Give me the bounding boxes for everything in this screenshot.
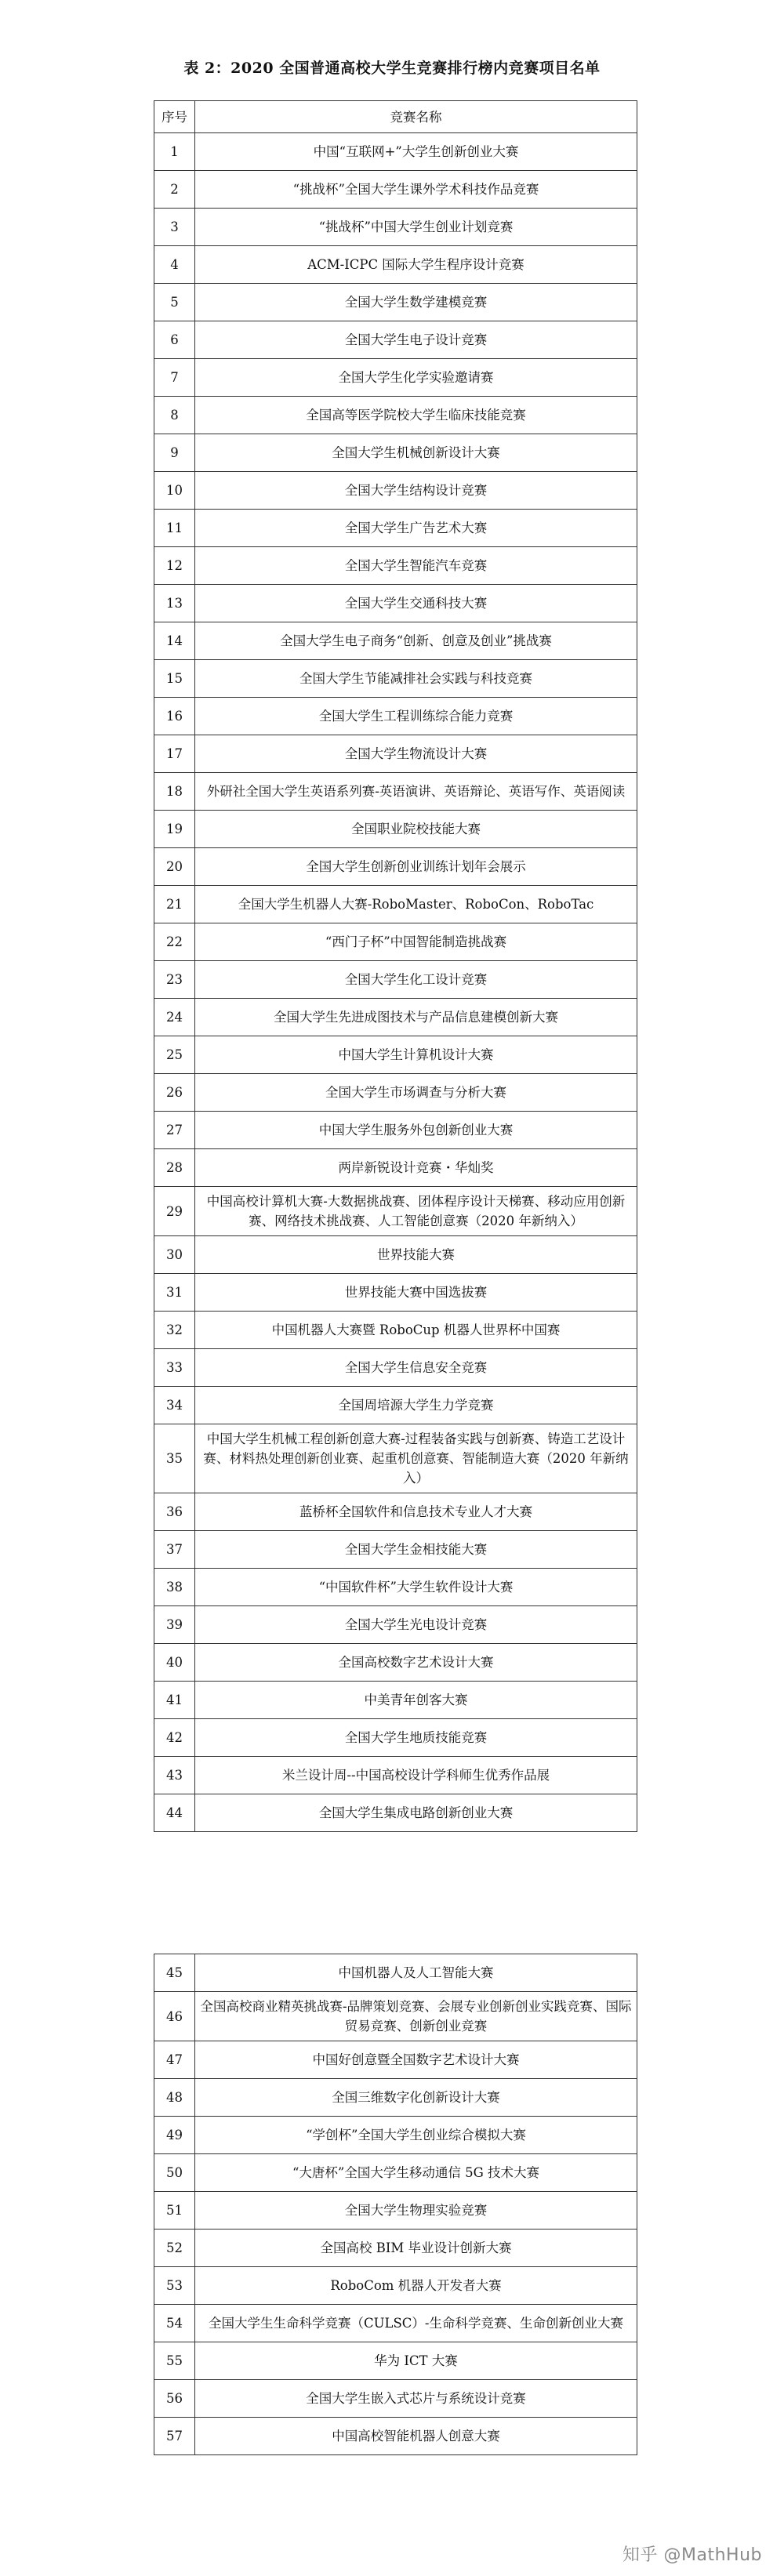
table-row	[154, 2154, 637, 2192]
competition-name: 全国大学生创新创业训练计划年会展示	[195, 848, 637, 886]
row-number: 31	[154, 1274, 195, 1312]
table-row	[154, 735, 637, 773]
row-number: 5	[154, 284, 195, 321]
row-number: 38	[154, 1569, 195, 1606]
competition-name: 全国大学生工程训练综合能力竞赛	[195, 698, 637, 735]
row-number: 3	[154, 209, 195, 246]
competition-name: 全国大学生先进成图技术与产品信息建模创新大赛	[195, 999, 637, 1036]
table-row	[154, 1606, 637, 1644]
row-number: 46	[154, 1992, 195, 2041]
row-number: 7	[154, 359, 195, 397]
row-number: 50	[154, 2154, 195, 2192]
table-row	[154, 811, 637, 848]
competition-name: 全国大学生广告艺术大赛	[195, 510, 637, 547]
row-number: 21	[154, 886, 195, 923]
table-row	[154, 1644, 637, 1682]
table-row	[154, 1493, 637, 1531]
table-row	[154, 999, 637, 1036]
competition-name: “大唐杯”全国大学生移动通信 5G 技术大赛	[195, 2154, 637, 2192]
row-number: 22	[154, 923, 195, 961]
competition-name: 华为 ICT 大赛	[195, 2342, 637, 2380]
row-number: 14	[154, 622, 195, 660]
row-number: 40	[154, 1644, 195, 1682]
table-row	[154, 923, 637, 961]
table-row	[154, 321, 637, 359]
table-row	[154, 1992, 637, 2041]
competition-name: 全国大学生电子设计竞赛	[195, 321, 637, 359]
competition-name: “学创杯”全国大学生创业综合模拟大赛	[195, 2117, 637, 2154]
row-number: 56	[154, 2380, 195, 2418]
table-row	[154, 585, 637, 622]
row-number: 33	[154, 1349, 195, 1387]
row-number: 2	[154, 171, 195, 209]
header-number: 序号	[154, 101, 195, 133]
competition-name: 全国周培源大学生力学竞赛	[195, 1387, 637, 1424]
header-competition-name: 竞赛名称	[195, 101, 637, 133]
table-row	[154, 1531, 637, 1569]
competition-name: 全国大学生地质技能竞赛	[195, 1719, 637, 1757]
row-number: 47	[154, 2041, 195, 2079]
table-row	[154, 472, 637, 510]
competition-name: 全国大学生市场调查与分析大赛	[195, 1074, 637, 1112]
row-number: 29	[154, 1187, 195, 1236]
row-number: 15	[154, 660, 195, 698]
competition-name: 全国大学生智能汽车竞赛	[195, 547, 637, 585]
table-row	[154, 2230, 637, 2267]
row-number: 11	[154, 510, 195, 547]
competition-name: “挑战杯”全国大学生课外学术科技作品竞赛	[195, 171, 637, 209]
row-number: 10	[154, 472, 195, 510]
row-number: 12	[154, 547, 195, 585]
competition-name: 全国大学生嵌入式芯片与系统设计竞赛	[195, 2380, 637, 2418]
table-row	[154, 2041, 637, 2079]
table-row	[154, 773, 637, 811]
table-row	[154, 848, 637, 886]
row-number: 35	[154, 1424, 195, 1493]
competition-name: 全国大学生集成电路创新创业大赛	[195, 1794, 637, 1832]
row-number: 9	[154, 434, 195, 472]
table-row	[154, 1387, 637, 1424]
table-row	[154, 1954, 637, 1992]
row-number: 25	[154, 1036, 195, 1074]
row-number: 37	[154, 1531, 195, 1569]
row-number: 18	[154, 773, 195, 811]
table-row	[154, 2305, 637, 2342]
row-number: 30	[154, 1236, 195, 1274]
competition-name: 中国机器人及人工智能大赛	[195, 1954, 637, 1992]
table-row	[154, 434, 637, 472]
competition-name: “西门子杯”中国智能制造挑战赛	[195, 923, 637, 961]
table-row	[154, 1112, 637, 1149]
table-row	[154, 2267, 637, 2305]
table-row	[154, 359, 637, 397]
row-number: 27	[154, 1112, 195, 1149]
table-row	[154, 2342, 637, 2380]
row-number: 34	[154, 1387, 195, 1424]
competition-table-part-1	[154, 100, 637, 1832]
table-row	[154, 1187, 637, 1236]
competition-name: 全国大学生机械创新设计大赛	[195, 434, 637, 472]
competition-name: 全国高校数字艺术设计大赛	[195, 1644, 637, 1682]
row-number: 57	[154, 2418, 195, 2455]
table-row	[154, 622, 637, 660]
table-row	[154, 1424, 637, 1493]
table-row	[154, 1349, 637, 1387]
competition-name: 外研社全国大学生英语系列赛-英语演讲、英语辩论、英语写作、英语阅读	[195, 773, 637, 811]
competition-name: 全国高等医学院校大学生临床技能竞赛	[195, 397, 637, 434]
table-title: 表 2：2020 全国普通高校大学生竞赛排行榜内竞赛项目名单	[183, 60, 601, 77]
row-number: 55	[154, 2342, 195, 2380]
competition-name: 中国好创意暨全国数字艺术设计大赛	[195, 2041, 637, 2079]
table-row	[154, 660, 637, 698]
competition-name: 中国大学生计算机设计大赛	[195, 1036, 637, 1074]
competition-name: 全国大学生物流设计大赛	[195, 735, 637, 773]
table-row	[154, 886, 637, 923]
competition-name: 中国高校智能机器人创意大赛	[195, 2418, 637, 2455]
competition-name: 世界技能大赛	[195, 1236, 637, 1274]
row-number: 54	[154, 2305, 195, 2342]
row-number: 17	[154, 735, 195, 773]
row-number: 43	[154, 1757, 195, 1794]
table-row	[154, 1682, 637, 1719]
table-row	[154, 510, 637, 547]
row-number: 32	[154, 1312, 195, 1349]
table-row	[154, 1149, 637, 1187]
row-number: 4	[154, 246, 195, 284]
row-number: 51	[154, 2192, 195, 2230]
row-number: 8	[154, 397, 195, 434]
table-row	[154, 171, 637, 209]
competition-name: RoboCom 机器人开发者大赛	[195, 2267, 637, 2305]
row-number: 16	[154, 698, 195, 735]
table-row	[154, 1719, 637, 1757]
table-row	[154, 1236, 637, 1274]
table-row	[154, 547, 637, 585]
competition-name: 全国大学生电子商务“创新、创意及创业”挑战赛	[195, 622, 637, 660]
competition-name: 全国大学生机器人大赛-RoboMaster、RoboCon、RoboTac	[195, 886, 637, 923]
table-row	[154, 1794, 637, 1832]
competition-table-part-2	[154, 1954, 637, 2455]
row-number: 28	[154, 1149, 195, 1187]
competition-name: 全国大学生金相技能大赛	[195, 1531, 637, 1569]
competition-name: 世界技能大赛中国选拔赛	[195, 1274, 637, 1312]
competition-name: 中美青年创客大赛	[195, 1682, 637, 1719]
table-row	[154, 2380, 637, 2418]
row-number: 13	[154, 585, 195, 622]
competition-name: 蓝桥杯全国软件和信息技术专业人才大赛	[195, 1493, 637, 1531]
table-row	[154, 133, 637, 171]
competition-name: 中国高校计算机大赛-大数据挑战赛、团体程序设计天梯赛、移动应用创新赛、网络技术挑战赛、人工智能创意赛（2020 年新纳入）	[195, 1187, 637, 1236]
row-number: 24	[154, 999, 195, 1036]
table-row	[154, 246, 637, 284]
table-row	[154, 2079, 637, 2117]
row-number: 36	[154, 1493, 195, 1531]
row-number: 41	[154, 1682, 195, 1719]
competition-name: 全国大学生信息安全竞赛	[195, 1349, 637, 1387]
table-row	[154, 2192, 637, 2230]
row-number: 42	[154, 1719, 195, 1757]
competition-name: 全国大学生结构设计竞赛	[195, 472, 637, 510]
competition-name: 全国大学生化工设计竞赛	[195, 961, 637, 999]
row-number: 49	[154, 2117, 195, 2154]
row-number: 23	[154, 961, 195, 999]
table-row	[154, 1274, 637, 1312]
row-number: 53	[154, 2267, 195, 2305]
row-number: 19	[154, 811, 195, 848]
table-row	[154, 284, 637, 321]
table-header-row	[154, 101, 637, 133]
competition-name: 全国大学生节能减排社会实践与科技竞赛	[195, 660, 637, 698]
watermark: 知乎 @MathHub	[622, 2545, 762, 2565]
competition-name: 全国三维数字化创新设计大赛	[195, 2079, 637, 2117]
row-number: 48	[154, 2079, 195, 2117]
row-number: 26	[154, 1074, 195, 1112]
competition-name: 中国大学生机械工程创新创意大赛-过程装备实践与创新赛、铸造工艺设计赛、材料热处理创新创业赛、起重机创意赛、智能制造大赛（2020 年新纳入）	[195, 1424, 637, 1493]
table-row	[154, 1569, 637, 1606]
table-row	[154, 1312, 637, 1349]
competition-name: 全国大学生物理实验竞赛	[195, 2192, 637, 2230]
competition-name: 全国大学生交通科技大赛	[195, 585, 637, 622]
competition-name: 中国大学生服务外包创新创业大赛	[195, 1112, 637, 1149]
competition-name: 中国“互联网+”大学生创新创业大赛	[195, 133, 637, 171]
table-row	[154, 397, 637, 434]
competition-name: “挑战杯”中国大学生创业计划竞赛	[195, 209, 637, 246]
table-row	[154, 698, 637, 735]
competition-name: “中国软件杯”大学生软件设计大赛	[195, 1569, 637, 1606]
competition-name: 全国高校 BIM 毕业设计创新大赛	[195, 2230, 637, 2267]
table-row	[154, 961, 637, 999]
competition-name: 全国大学生生命科学竞赛（CULSC）-生命科学竞赛、生命创新创业大赛	[195, 2305, 637, 2342]
competition-name: 中国机器人大赛暨 RoboCup 机器人世界杯中国赛	[195, 1312, 637, 1349]
table-row	[154, 209, 637, 246]
row-number: 45	[154, 1954, 195, 1992]
table-row	[154, 2117, 637, 2154]
row-number: 6	[154, 321, 195, 359]
competition-name: 全国职业院校技能大赛	[195, 811, 637, 848]
row-number: 1	[154, 133, 195, 171]
row-number: 20	[154, 848, 195, 886]
competition-name: 米兰设计周--中国高校设计学科师生优秀作品展	[195, 1757, 637, 1794]
competition-name: 全国大学生光电设计竞赛	[195, 1606, 637, 1644]
competition-name: 全国大学生化学实验邀请赛	[195, 359, 637, 397]
competition-name: 全国高校商业精英挑战赛-品牌策划竞赛、会展专业创新创业实践竞赛、国际贸易竞赛、创新创业竞赛	[195, 1992, 637, 2041]
table-row	[154, 1757, 637, 1794]
competition-name: ACM-ICPC 国际大学生程序设计竞赛	[195, 246, 637, 284]
competition-name: 全国大学生数学建模竞赛	[195, 284, 637, 321]
row-number: 44	[154, 1794, 195, 1832]
table-row	[154, 2418, 637, 2455]
table-row	[154, 1074, 637, 1112]
table-row	[154, 1036, 637, 1074]
row-number: 39	[154, 1606, 195, 1644]
competition-name: 两岸新锐设计竞赛・华灿奖	[195, 1149, 637, 1187]
row-number: 52	[154, 2230, 195, 2267]
